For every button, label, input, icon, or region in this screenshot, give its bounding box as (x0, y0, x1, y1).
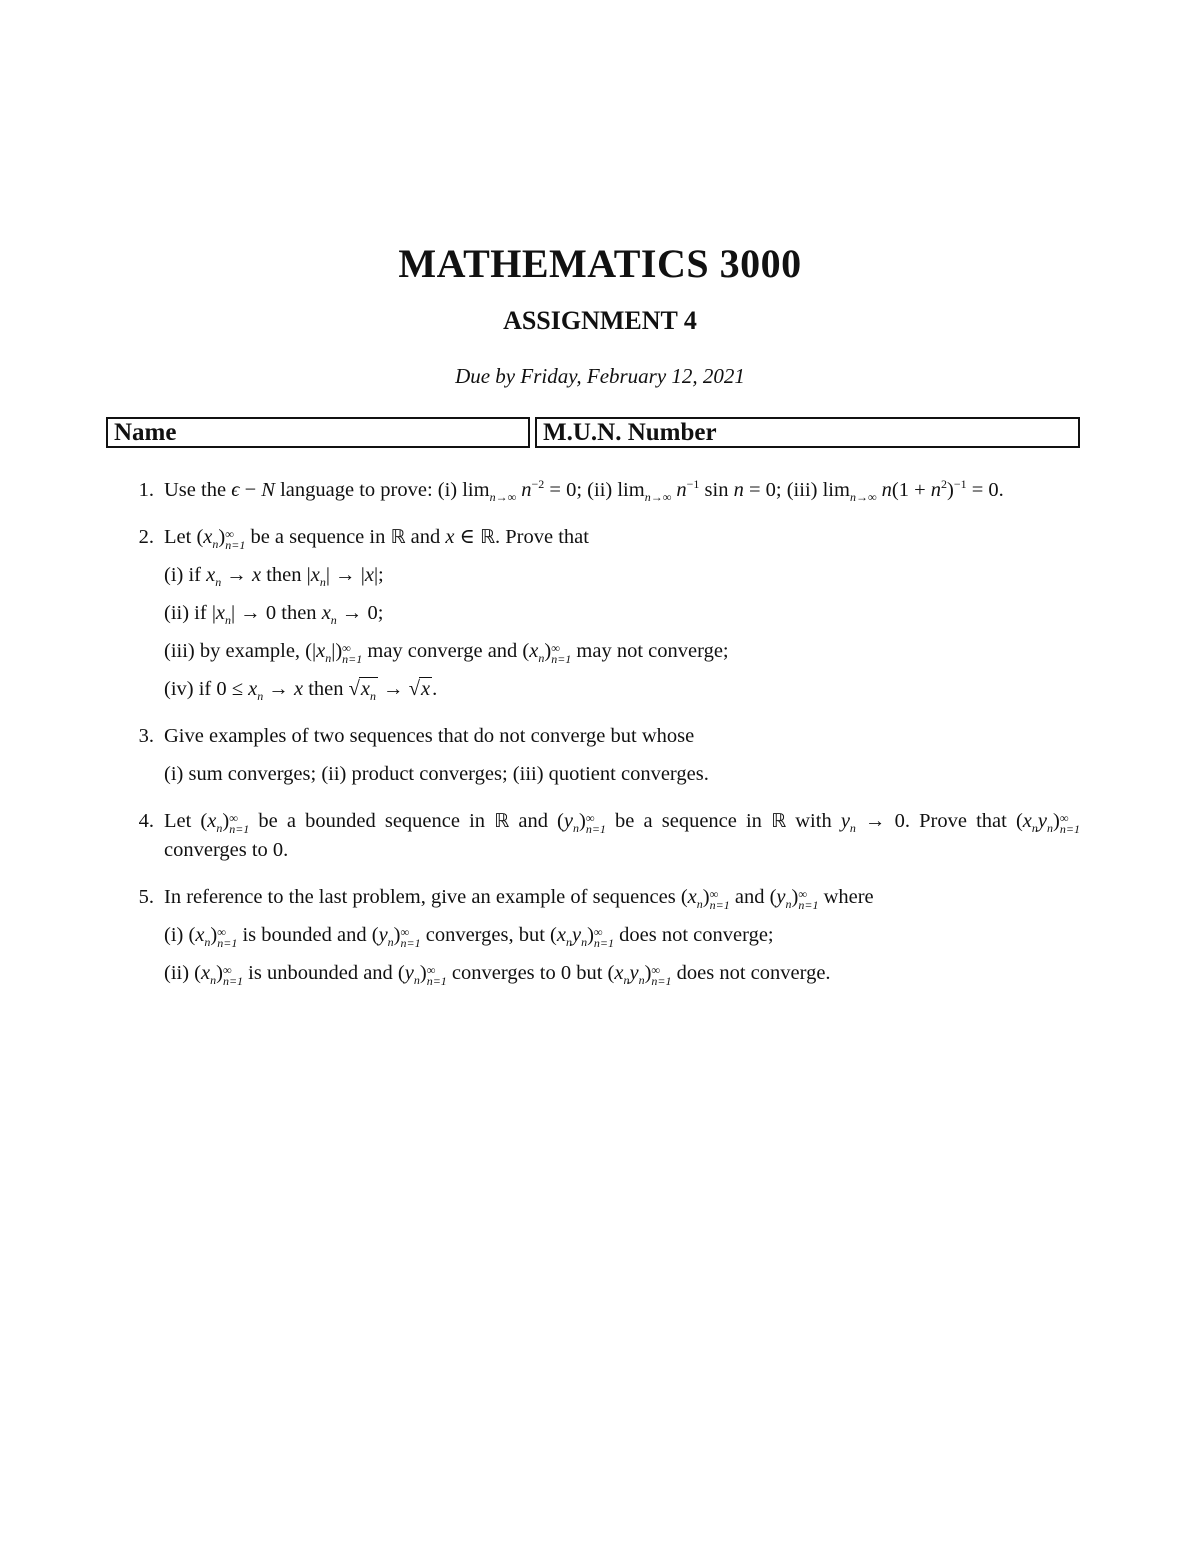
problem-text: Use the ϵ − N language to prove: (i) $\lim_{n\to\infty} n^{-2} = 0$; (ii) $\lim_{n\to\infty} n^{-1}$ sin n = 0; (iii) $\lim_{n\to\infty} n(1 + n^2)^{-1} = 0$. (164, 477, 1004, 505)
due-date: Due by Friday, February 12, 2021 (455, 364, 745, 388)
problem-number: 3. (138, 725, 154, 747)
problem-part: (ii) $(x_n)$ ∞ n=1 is unbounded and $(y_n)$ ∞ n=1 converges to 0 but $(x_ny_n)$ ∞ n=1 does not converge. (164, 962, 831, 988)
problem-list (126, 476, 1080, 1006)
problem-part: (iv) if $0 \le x_n \to x$ then $√x_n \to √x$. (164, 678, 438, 704)
page-title: MATHEMATICS 3000 (398, 241, 802, 286)
problem-number: 1. (138, 479, 154, 501)
problem-2 (126, 523, 1080, 704)
name-field[interactable] (106, 417, 530, 448)
problem-part: (i) sum converges; (ii) product converges; (iii) quotient converges. (164, 763, 709, 785)
assignment-title: ASSIGNMENT 4 (503, 306, 697, 335)
problem-5 (126, 883, 1080, 988)
problem-part: (iii) by example, $(|x_n|)$ ∞ n=1 may converge and $(x_n)$ ∞ n=1 may not converge; (164, 640, 729, 666)
problem-text: Let $(x_n)$ ∞ n=1 be a bounded sequence in ℝ and $(y_n)$ ∞ n=1 be a sequence in ℝ with $y_n \to 0$. Prove that $(x_ny_n)$ ∞ n=1 converges to 0. (164, 810, 1080, 861)
problem-4 (126, 807, 1080, 865)
problem-part: (i) if $x_n \to x$ then $|x_n| \to |x|$; (164, 564, 384, 590)
problem-number: 5. (138, 886, 154, 908)
problem-text: Let $(x_n)$ ∞ n=1 be a sequence in ℝ and x ∈ ℝ. Prove that (164, 526, 589, 552)
mun-label: M.U.N. Number (543, 419, 717, 446)
problem-number: 2. (138, 526, 154, 548)
mun-number-field[interactable] (535, 417, 1080, 448)
problem-part: (ii) if $|x_n| \to 0$ then $x_n \to 0$; (164, 602, 384, 628)
problem-3 (126, 722, 1080, 789)
problem-part: (i) $(x_n)$ ∞ n=1 is bounded and $(y_n)$ ∞ n=1 converges, but $(x_ny_n)$ ∞ n=1 does not converge; (164, 924, 774, 950)
problem-text: Give examples of two sequences that do not converge but whose (164, 725, 695, 747)
name-label: Name (114, 419, 177, 446)
problem-1 (126, 476, 1080, 505)
problem-text: In reference to the last problem, give an example of sequences $(x_n)$ ∞ n=1 and $(y_n)$ ∞ n=1 where (164, 886, 874, 912)
problem-number: 4. (138, 810, 154, 832)
